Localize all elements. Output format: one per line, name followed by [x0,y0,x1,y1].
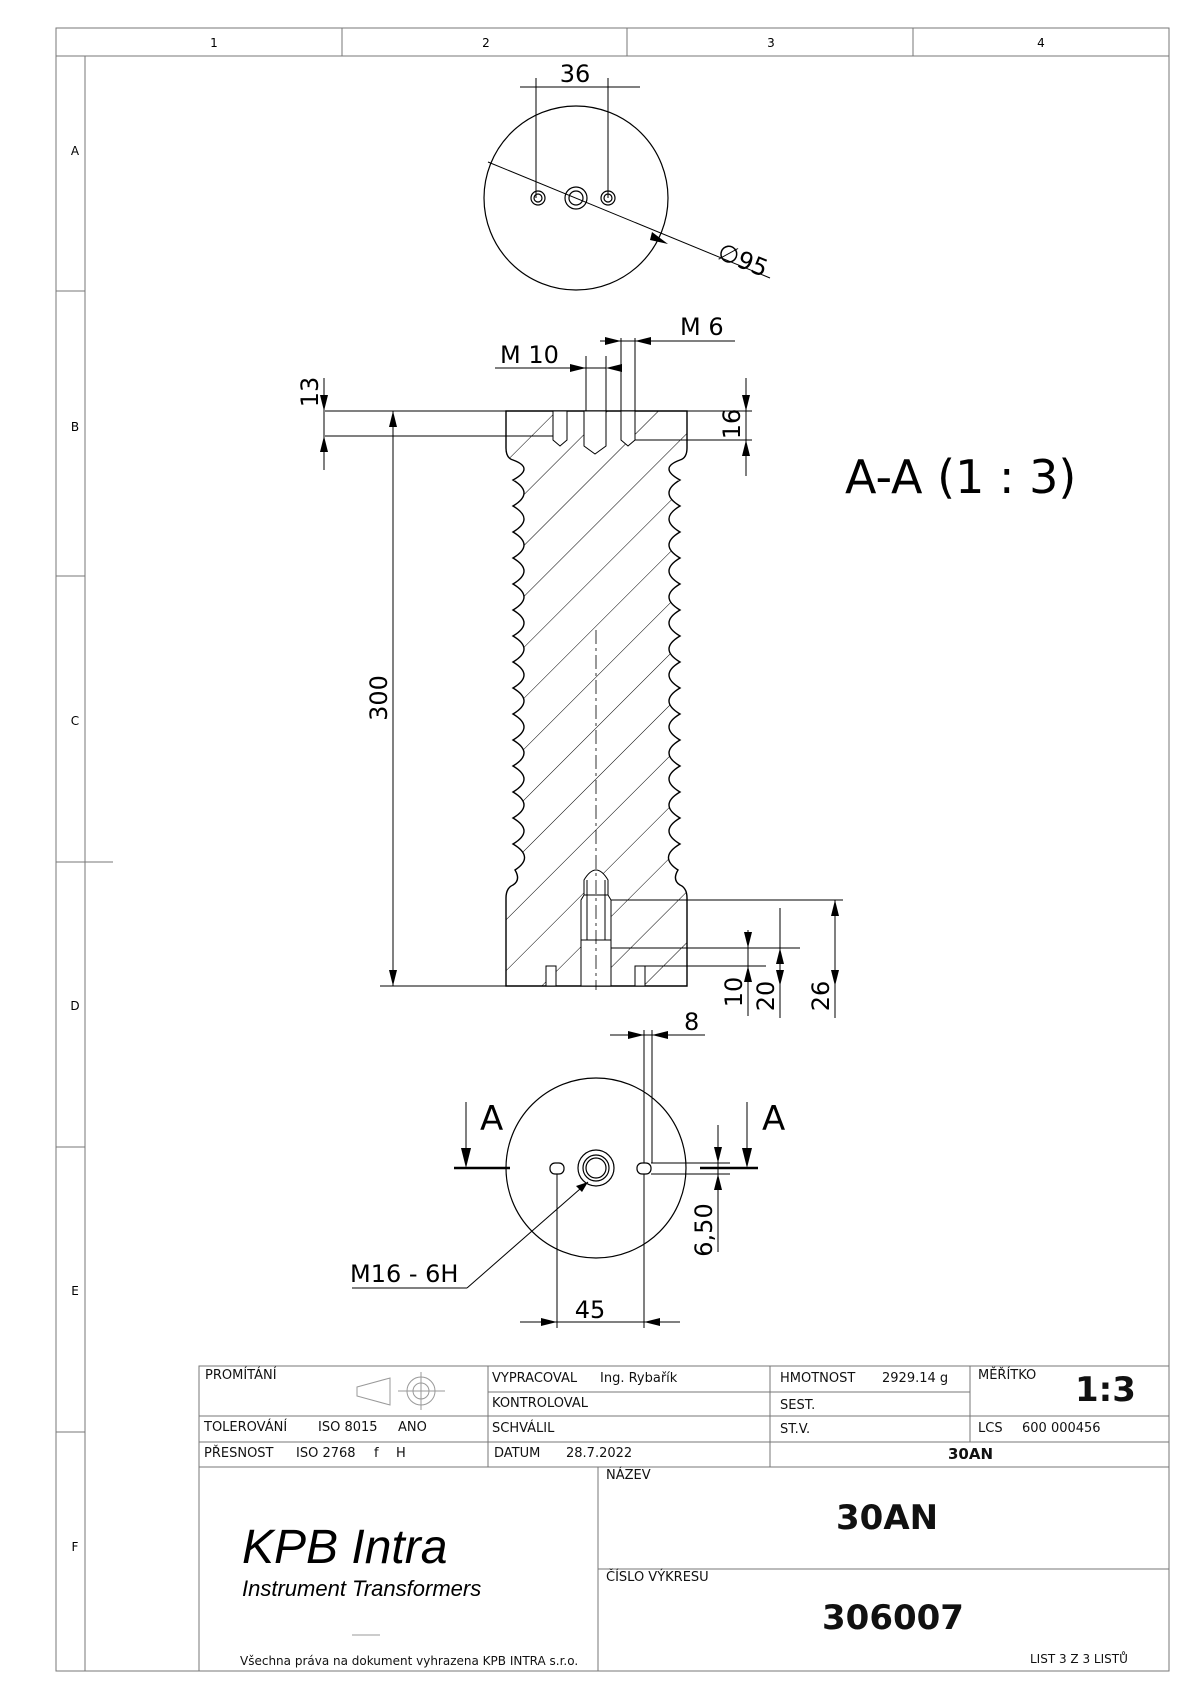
dim-36: 36 [559,60,591,88]
company-subtitle: Instrument Transformers [242,1576,482,1601]
presnost-std: ISO 2768 [296,1446,356,1461]
dim-10: 10 [720,976,748,1008]
bottom-view-arrows [461,1031,752,1326]
bottom-view-labels [350,1008,785,1324]
hmotnost-value: 2929.14 g [882,1371,949,1386]
bottom-pin-left [550,1163,564,1174]
row-label: C [70,714,80,728]
arrowhead [650,232,668,244]
company-logo: KPB Intra [242,1521,448,1574]
nazev-label: NÁZEV [606,1468,651,1483]
presnost-f: f [374,1446,379,1461]
kontroloval-label: KONTROLOVAL [492,1396,588,1411]
title-block-grid [199,1366,1169,1671]
row-label: A [70,144,80,158]
col-label: 3 [767,36,775,50]
top-hole-left [531,191,545,205]
datum-value: 28.7.2022 [566,1446,633,1461]
sest-label: SEST. [780,1398,816,1413]
promitani-label: PROMÍTÁNÍ [205,1368,277,1383]
dim-16: 16 [718,408,746,440]
thread-callout: M16 - 6H [350,1260,459,1288]
bottom-view [506,1078,686,1258]
cislo-vykresu-label: ČÍSLO VÝKRESU [606,1570,709,1585]
dim-26: 26 [807,980,835,1012]
lcs-label: LCS [978,1421,1003,1436]
rights-notice: Všechna práva na dokument vyhrazena KPB INTRA s.r.o. [240,1654,579,1668]
col-label: 4 [1037,36,1045,50]
row-label: B [70,420,80,434]
hmotnost-label: HMOTNOST [780,1371,856,1386]
tolerovani-std: ISO 8015 [318,1420,378,1435]
vypracoval-label: VYPRACOVAL [492,1371,578,1386]
bottom-pin-right [637,1163,651,1174]
dim-m10: M 10 [500,341,559,369]
sheet-count: LIST 3 Z 3 LISTŮ [1030,1652,1128,1666]
tolerovani-value: ANO [398,1420,427,1435]
dim-20: 20 [752,980,780,1012]
presnost-h: H [396,1446,406,1461]
part-code: 30AN [948,1445,994,1463]
nazev-value: 30AN [836,1498,939,1538]
top-view-dims [560,60,772,283]
section-view [500,405,695,995]
dim-6-50: 6,50 [690,1203,718,1257]
dim-300: 300 [365,675,393,721]
stv-label: ST.V. [780,1422,811,1437]
col-label: 2 [482,36,490,50]
col-label: 1 [210,36,218,50]
lcs-value: 600 000456 [1022,1421,1101,1436]
vypracoval-value: Ing. Rybařík [600,1371,678,1386]
presnost-label: PŘESNOST [204,1446,274,1461]
section-marker-right: A [762,1099,786,1139]
schvalil-label: SCHVÁLIL [492,1421,555,1436]
row-label: E [71,1284,79,1298]
dim-m6: M 6 [680,313,724,341]
projection-symbol-icon [357,1372,445,1410]
dim-8: 8 [684,1008,700,1036]
dim-13: 13 [296,376,324,408]
section-title: A-A (1 : 3) [845,450,1077,504]
datum-label: DATUM [494,1446,541,1461]
row-label: F [71,1540,79,1554]
dim-diameter-95: ∅95 [713,237,772,283]
row-label: D [70,999,80,1013]
grid-row-labels [70,144,80,1554]
dim-45: 45 [574,1296,606,1324]
meritko-label: MĚŘÍTKO [978,1368,1037,1383]
meritko-value: 1:3 [1075,1370,1136,1410]
drawing-number: 306007 [822,1598,964,1638]
tolerovani-label: TOLEROVÁNÍ [204,1420,288,1435]
section-marker-left: A [480,1099,504,1139]
